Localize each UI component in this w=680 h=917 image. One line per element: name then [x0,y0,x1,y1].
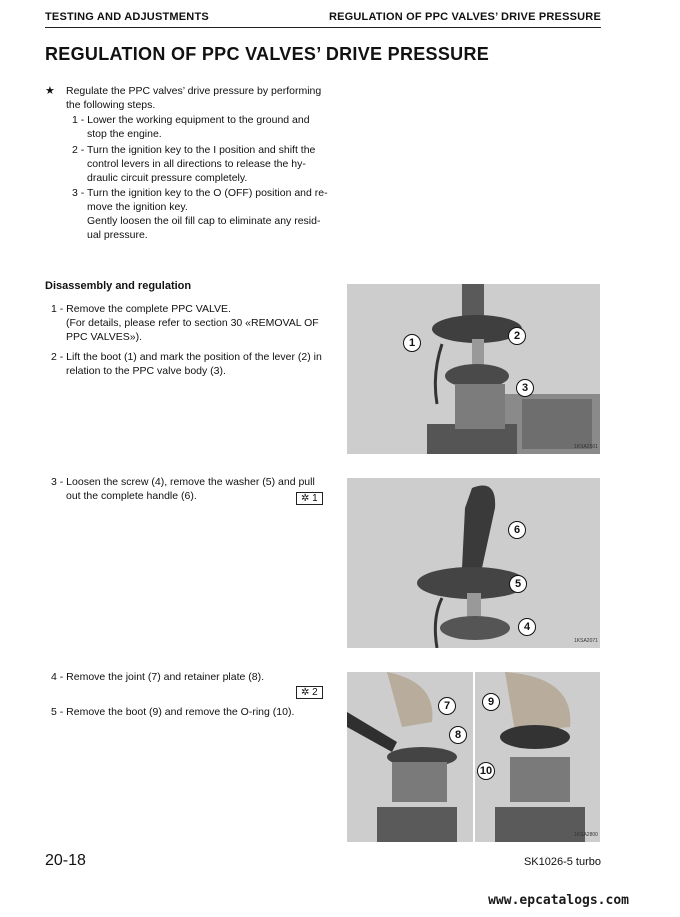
callout-1: 1 [403,334,421,352]
callout-7: 7 [438,697,456,715]
intro-line: the following steps. [66,99,156,111]
torque-icon: ✲ [301,493,313,504]
photo-ppc-valve-boot [347,284,600,454]
step-line: 3 - Turn the ignition key to the O (OFF) position and re- [72,187,328,199]
callout-4: 4 [518,618,536,636]
step-line: control levers in all directions to release the hy- [87,158,306,170]
torque-number: 2 [312,687,318,698]
step-line: stop the engine. [87,128,162,140]
callout-8: 8 [449,726,467,744]
note-star-icon: ★ [45,85,55,97]
intro-line: Regulate the PPC valves’ drive pressure by performing [66,85,322,97]
callout-3: 3 [516,379,534,397]
intro-step-1 [72,113,310,141]
model-name: SK1026-5 turbo [523,856,601,868]
step-line: 3 - Loosen the screw (4), remove the washer (5) and pull [51,476,315,488]
torque-icon: ✲ [301,687,313,698]
section-heading: Disassembly and regulation [45,280,192,292]
step-line: Gently loosen the oil fill cap to eliminate any resid- [87,215,321,227]
step-line: relation to the PPC valve body (3). [66,365,226,377]
disassembly-step-5: 5 - Remove the boot (9) and remove the O-ring (10). [51,706,295,718]
step-line: 1 - Remove the complete PPC VALVE. [51,303,231,315]
page-number: 20-18 [45,852,86,869]
callout-5: 5 [509,575,527,593]
torque-reference-1 [296,492,323,505]
photo-illustration [347,478,600,648]
callout-10: 10 [477,762,495,780]
step-line: ual pressure. [87,229,148,241]
callout-6: 6 [508,521,526,539]
photo-code: 1KSA2071 [574,638,598,644]
step-line: 2 - Turn the ignition key to the I position and shift the [72,144,316,156]
disassembly-step-1 [51,302,319,344]
header-topic-title: REGULATION OF PPC VALVES’ DRIVE PRESSURE [328,11,601,23]
intro-step-3 [72,186,328,242]
disassembly-step-4: 4 - Remove the joint (7) and retainer plate (8). [51,671,265,683]
header-rule [45,27,601,28]
torque-reference-2 [296,686,323,699]
site-watermark: www.epcatalogs.com [488,893,629,908]
header-section-title: TESTING AND ADJUSTMENTS [45,11,209,23]
step-line: move the ignition key. [87,201,188,213]
step-line: (For details, please refer to section 30 «REMOVAL OF [66,317,319,329]
torque-number: 1 [312,493,318,504]
intro-step-2 [72,143,315,185]
step-line: 2 - Lift the boot (1) and mark the position of the lever (2) in [51,351,322,363]
photo-joint-removal [347,672,473,842]
photo-handle-removal [347,478,600,648]
photo-boot-removal [475,672,600,842]
photo-illustration [347,672,473,842]
intro-paragraph [66,84,321,112]
callout-9: 9 [482,693,500,711]
photo-code: 1KSA2501 [574,444,598,450]
step-line: draulic circuit pressure completely. [87,172,248,184]
disassembly-step-3 [51,475,315,503]
step-line: out the complete handle (6). [66,490,197,502]
page-title: REGULATION OF PPC VALVES’ DRIVE PRESSURE [45,44,490,64]
callout-2: 2 [508,327,526,345]
step-line: PPC VALVES»). [66,331,143,343]
step-line: 1 - Lower the working equipment to the ground and [72,114,310,126]
photo-code: 1KSA2800 [574,832,598,838]
disassembly-step-2 [51,350,322,378]
photo-illustration [347,284,600,454]
